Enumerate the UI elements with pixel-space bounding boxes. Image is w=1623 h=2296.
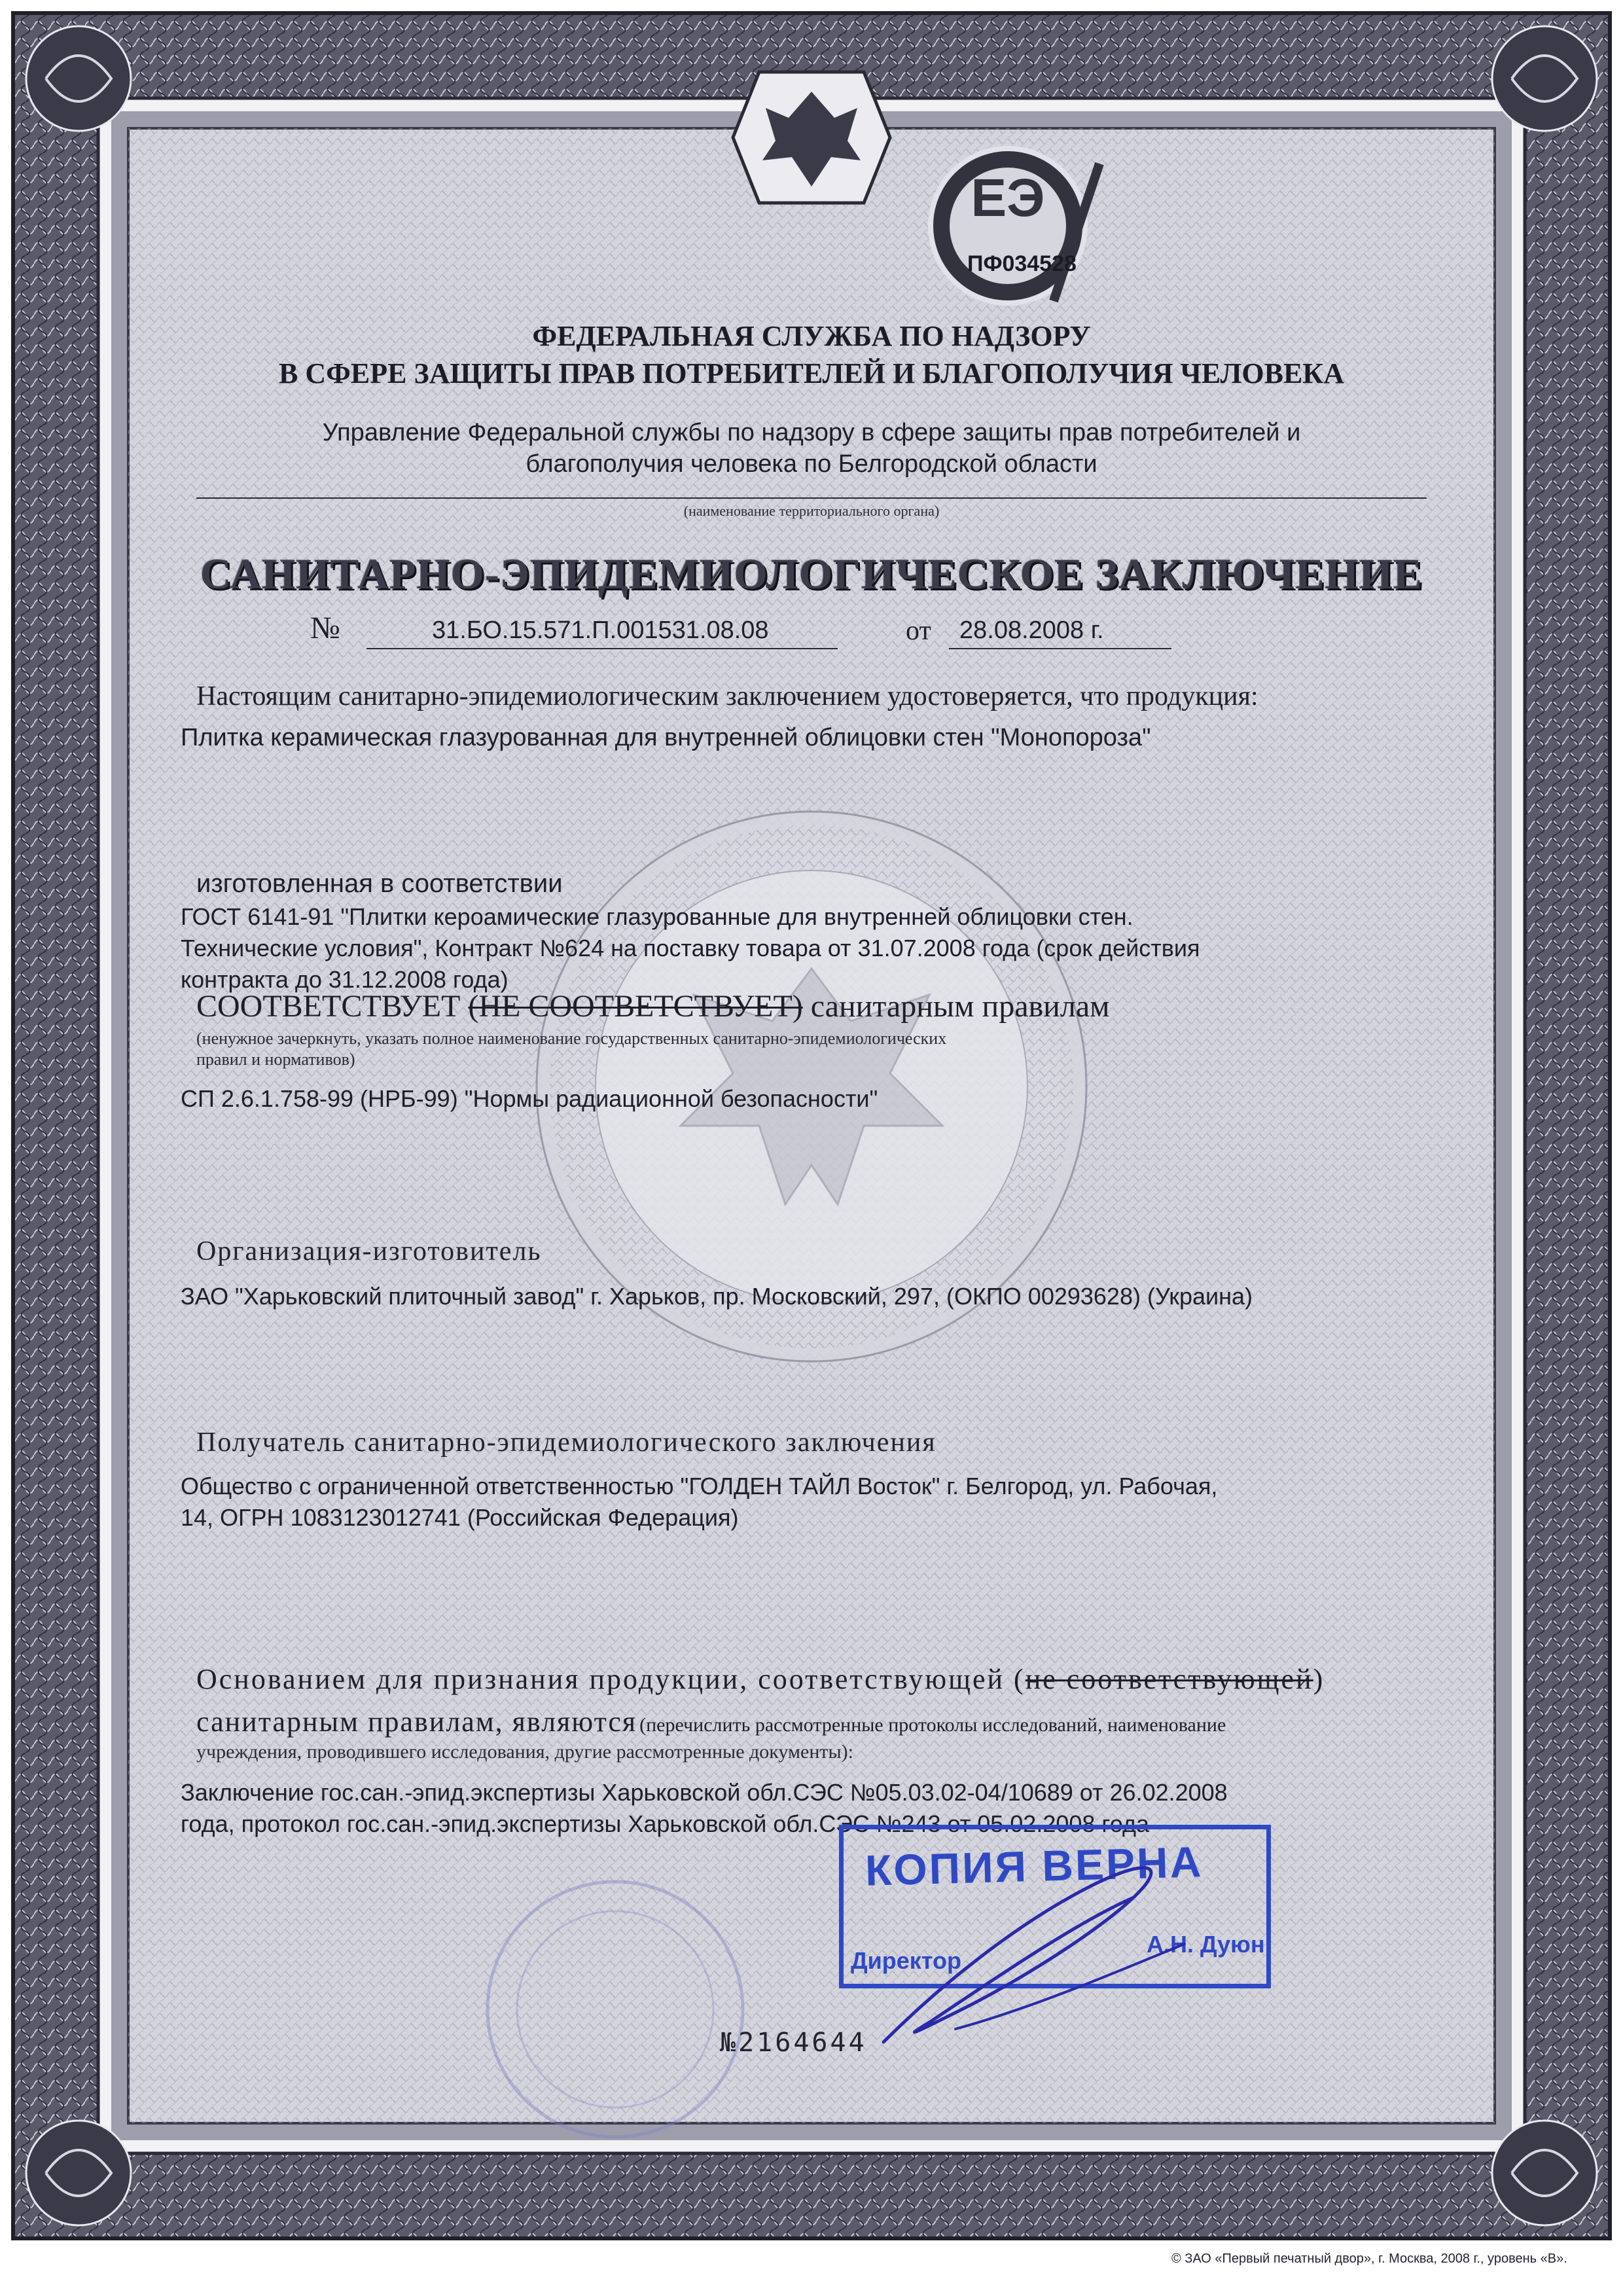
department-underline	[196, 497, 1427, 499]
basis-label2-line	[196, 1705, 1226, 1738]
conformity-note1: (ненужное зачеркнуть, указать полное наименование государственных санитарно-эпидемиологических	[196, 1029, 947, 1048]
not-complies-text: (НЕ СООТВЕТСТВУЕТ)	[468, 989, 803, 1024]
number-underline	[366, 648, 838, 649]
manufactured-line2: Технические условия", Контракт №624 на поставку товара от 31.07.2008 года (срок действия	[181, 935, 1200, 961]
document-title: САНИТАРНО-ЭПИДЕМИОЛОГИЧЕСКОЕ ЗАКЛЮЧЕНИЕ	[200, 550, 1423, 598]
number-label: №	[310, 611, 340, 645]
rules-text: санитарным правилам	[810, 989, 1110, 1024]
basis-label-strike: не соответствующей	[1025, 1663, 1313, 1695]
recipient-label: Получатель санитарно-эпидемиологического заключения	[196, 1427, 936, 1458]
basis-label	[196, 1662, 1325, 1696]
manufacturer-value: ЗАО "Харьковский плиточный завод" г. Харьков, пр. Московский, 297, (ОКПО 00293628) (Украина)	[181, 1283, 1253, 1310]
basis-note2: учреждения, проводившего исследования, другие рассмотренные документы):	[196, 1741, 853, 1763]
department-caption: (наименование территориального органа)	[683, 503, 940, 519]
manufactured-line1: ГОСТ 6141-91 "Плитки кероамические глазурованные для внутренней облицовки стен.	[181, 903, 1133, 930]
manufactured-label: изготовленная в соответствии	[196, 869, 563, 898]
recipient-line1: Общество с ограниченной ответственностью "ГОЛДЕН ТАЙЛ Восток" г. Белгород, ул. Рабочая,	[181, 1473, 1218, 1499]
basis-label2: санитарным правилам, являются	[196, 1706, 637, 1738]
stamp-name: А.Н. Дуюн	[1147, 1931, 1265, 1958]
stamp-title: КОПИЯ ВЕРНА	[865, 1837, 1204, 1895]
serial-number: №2164644	[720, 2028, 867, 2058]
date-label: от	[906, 616, 931, 646]
certifies-intro: Настоящим санитарно-эпидемиологическим заключением удостоверяется, что продукция:	[196, 681, 1258, 711]
department-line2: благополучия человека по Белгородской области	[526, 450, 1097, 478]
recipient-line2: 14, ОГРН 1083123012741 (Российская Федерация)	[181, 1504, 739, 1531]
agency-name-line2: В СФЕРЕ ЗАЩИТЫ ПРАВ ПОТРЕБИТЕЛЕЙ И БЛАГОПОЛУЧИЯ ЧЕЛОВЕКА	[279, 357, 1344, 389]
agency-name-line1: ФЕДЕРАЛЬНАЯ СЛУЖБА ПО НАДЗОРУ	[532, 320, 1091, 352]
basis-line2: года, протокол гос.сан.-эпид.экспертизы Харьковской обл.СЭС №243 от 05.02.2008 года	[181, 1810, 1150, 1837]
product-name: Плитка керамическая глазурованная для внутренней облицовки стен "Монопороза"	[181, 724, 1151, 751]
badge-number: ПФ034528	[967, 251, 1077, 276]
svg-text:ЕЭ: ЕЭ	[971, 168, 1045, 228]
signature	[857, 1846, 1198, 2055]
department-line1: Управление Федеральной службы по надзору в сфере защиты прав потребителей и	[322, 419, 1301, 446]
basis-line1: Заключение гос.сан.-эпид.экспертизы Харьковской обл.СЭС №05.03.02-04/10689 от 26.02.2008	[181, 1779, 1228, 1806]
conclusion-number: 31.БО.15.571.П.001531.08.08	[432, 617, 769, 644]
conformity-note2: правил и нормативов)	[196, 1050, 355, 1069]
basis-label-b: )	[1313, 1663, 1325, 1695]
date-underline	[949, 648, 1171, 649]
manufactured-line3: контракта до 31.12.2008 года)	[181, 966, 508, 993]
complies-text: СООТВЕТСТВУЕТ	[196, 989, 461, 1024]
conformity-line	[196, 988, 1110, 1024]
conclusion-date: 28.08.2008 г.	[959, 617, 1104, 644]
basis-label-a: Основанием для признания продукции, соответствующей (	[196, 1663, 1026, 1695]
stamp-position: Директор	[851, 1947, 961, 1974]
sanitary-standard: СП 2.6.1.758-99 (НРБ-99) "Нормы радиационной безопасности"	[181, 1085, 878, 1112]
manufacturer-label: Организация-изготовитель	[196, 1236, 542, 1266]
basis-note1: (перечислить рассмотренные протоколы исследований, наименование	[639, 1714, 1226, 1736]
printer-copyright: © ЗАО «Первый печатный двор», г. Москва, 2008 г., уровень «В».	[1171, 2251, 1567, 2266]
